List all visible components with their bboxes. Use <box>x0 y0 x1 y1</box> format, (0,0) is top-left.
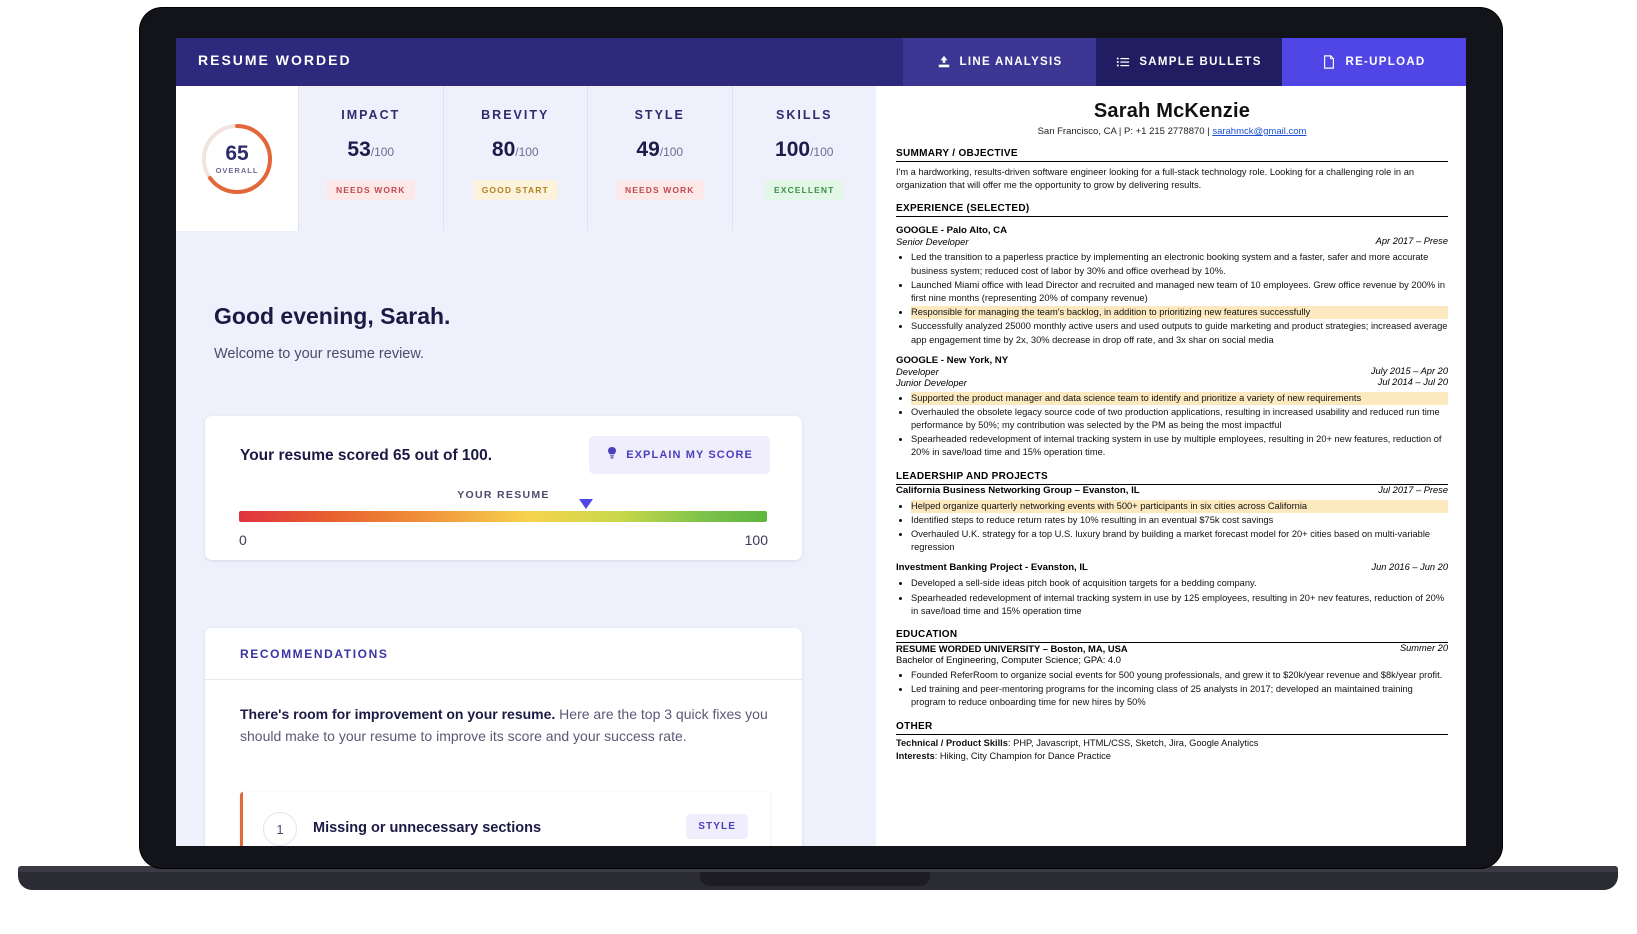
resume-section-other-title: OTHER <box>896 721 1448 735</box>
resume-bullet: • Developed a sell-side ideas pitch book of acquisition targets for a bedding company. <box>911 577 1448 590</box>
resume-bullet: • Launched Miami office with lead Director and recruited and managed new team of 10 employees. Grew office revenue by 200% in first nine months (representing 20% of company revenue) <box>911 279 1448 305</box>
score-axis-max: 100 <box>744 532 768 548</box>
resume-other-interests <box>896 751 1448 761</box>
score-value-style: 49/100 <box>636 138 684 161</box>
resume-project-2-header <box>896 562 1448 573</box>
score-name-impact: IMPACT <box>341 108 401 122</box>
resume-education-bullets <box>896 669 1448 710</box>
resume-job-1-title: Senior Developer <box>896 236 969 248</box>
resume-job-1-subheader <box>896 236 1448 247</box>
resume-bullet: • Overhauled the obsolete legacy source code of two production applications, resulting in increased usability and reduced run time performance by 50%; my contribution was selected by the PM as being the most impactful <box>911 406 1448 432</box>
resume-bullet: • Led the transition to a paperless practice by implementing an electronic booking system and a faster, safer and more accurate business system; reduced cost of labor by 30% and office overhead by 10%. <box>911 251 1448 277</box>
score-cell-brevity <box>443 86 588 231</box>
explain-my-score-button[interactable] <box>589 436 770 474</box>
resume-other-skills-label: Technical / Product Skills <box>896 737 1008 748</box>
resume-name: Sarah McKenzie <box>1093 100 1251 122</box>
score-value-impact: 53/100 <box>347 138 395 161</box>
resume-job-2-subheader <box>896 366 1448 377</box>
resume-job-2-company: GOOGLE - New York, NY <box>896 354 1009 366</box>
resume-education-school: RESUME WORDED UNIVERSITY – Boston, MA, USA <box>896 642 1128 654</box>
resume-job-2-title: Developer <box>896 365 939 377</box>
laptop-notch <box>700 872 930 886</box>
recommendations-card <box>205 628 802 846</box>
resume-job-2-bullets <box>896 392 1448 460</box>
resume-document <box>876 86 1466 761</box>
recommendations-intro-bold: There's room for improvement on your resume. <box>240 706 556 722</box>
tab-sample-bullets-label: SAMPLE BULLETS <box>1139 56 1262 68</box>
list-icon <box>1116 55 1130 69</box>
resume-bullet: • Spearheaded redevelopment of internal tracking system in use by 125 employees, resulting in 20+ nev features, reduction of 20% in save/load time and 15% operation time <box>911 592 1448 618</box>
score-cell-skills <box>732 86 877 231</box>
score-strip <box>176 86 876 231</box>
laptop-body <box>140 8 1502 868</box>
file-icon <box>1322 55 1336 69</box>
resume-job-2-subheader-2 <box>896 377 1448 388</box>
resume-bullet-highlighted[interactable]: • Supported the product manager and data science team to identify and prioritize a variety of new requirements <box>911 392 1448 405</box>
resume-section-education-title: EDUCATION <box>896 629 1448 643</box>
resume-job-2-title-2: Junior Developer <box>896 376 967 388</box>
resume-bullet-highlighted[interactable]: • Responsible for managing the team's backlog, in addition to prioritizing new features successfully <box>911 306 1448 319</box>
score-name-skills: SKILLS <box>776 108 833 122</box>
score-gradient-bar <box>239 511 767 522</box>
resume-bullet: • Identified steps to reduce return rates by 10% resulting in an eventual $75k cost savings <box>911 514 1448 527</box>
resume-section-summary-title: SUMMARY / OBJECTIVE <box>896 148 1448 162</box>
recommendations-header <box>205 628 802 680</box>
score-value-brevity: 80/100 <box>491 138 539 161</box>
tab-reupload-label: RE-UPLOAD <box>1345 56 1426 68</box>
resume-summary-text: I'm a hardworking, results-driven software engineer looking for a full-stack technology role. Looking for a challenging role in an organization that will offer me the opportunity to grow by delivering results. <box>896 167 1415 191</box>
resume-project-1-header <box>896 485 1448 496</box>
resume-project-2-bullets <box>896 577 1448 618</box>
left-panel <box>176 86 876 846</box>
resume-contact-text: San Francisco, CA | P: +1 215 2778870 | <box>1037 126 1213 137</box>
recommendations-intro-rest: Here are the top 3 quick fixes you should make to your resume to improve its score and your success rate. <box>240 706 768 744</box>
resume-bullet: • Successfully analyzed 25000 monthly active users and used outputs to guide marketing and product strategies; increased average app engagement time by 2x, 30% decrease in drop off rate, and 3x shar on social media <box>911 320 1448 346</box>
resume-other-skills-value: : PHP, Javascript, HTML/CSS, Sketch, Jira, Google Analytics <box>1007 737 1259 748</box>
score-badge-skills: EXCELLENT <box>765 180 843 200</box>
recommendations-intro <box>240 704 770 747</box>
tab-line-analysis-label: LINE ANALYSIS <box>959 56 1063 68</box>
score-badge-style: NEEDS WORK <box>616 180 704 200</box>
score-marker-arrow <box>579 499 593 509</box>
resume-job-1-company: GOOGLE - Palo Alto, CA <box>896 225 1008 237</box>
brand-logo: RESUME WORDED <box>198 52 352 68</box>
upload-analysis-icon <box>937 55 951 69</box>
resume-contact <box>896 126 1448 137</box>
recommendation-number: 1 <box>263 812 297 846</box>
resume-project-2-date: Jun 2016 – Jun 20 <box>1371 562 1448 573</box>
recommendation-title: Missing or unnecessary sections <box>313 820 542 836</box>
score-badge-impact: NEEDS WORK <box>327 180 415 200</box>
score-badge-brevity: GOOD START <box>473 180 558 200</box>
score-axis-min: 0 <box>239 532 247 548</box>
score-value-skills: 100/100 <box>775 138 834 161</box>
resume-preview-panel[interactable] <box>876 86 1466 846</box>
laptop-screen <box>176 38 1466 846</box>
resume-project-1-bullets <box>896 500 1448 555</box>
recommendation-tag: STYLE <box>686 814 748 839</box>
lightbulb-icon <box>606 446 618 465</box>
page-title: Good evening, Sarah. <box>214 303 451 329</box>
score-name-brevity: BREVITY <box>481 108 550 122</box>
resume-project-1-company: California Business Networking Group – Evanston, IL <box>896 484 1140 496</box>
resume-job-1-date: Apr 2017 – Prese <box>1375 236 1448 247</box>
resume-bullet: • Founded ReferRoom to organize social events for 500 young professionals, and grew it to $20k/year revenue and $8k/year profit. <box>911 669 1448 682</box>
resume-section-experience-title: EXPERIENCE (SELECTED) <box>896 203 1448 217</box>
resume-other-skills <box>896 738 1448 748</box>
overall-score-value: 65 <box>225 141 249 165</box>
recommendations-header-label: RECOMMENDATIONS <box>240 646 389 661</box>
explain-my-score-label: EXPLAIN MY SCORE <box>626 449 753 461</box>
resume-bullet: • Overhauled U.K. strategy for a top U.S. luxury brand by building a market forecast model for 20+ cities based on multi-variable regression <box>911 528 1448 554</box>
app-top-bar <box>176 38 1466 86</box>
score-cell-impact <box>298 86 443 231</box>
resume-bullet-highlighted[interactable]: • Helped organize quarterly networking events with 500+ participants in six cities across California <box>911 500 1448 513</box>
resume-education-header <box>896 643 1448 654</box>
overall-score-cell <box>176 86 298 231</box>
score-headline: Your resume scored 65 out of 100. <box>240 447 493 464</box>
resume-other-interests-label: Interests <box>896 750 935 761</box>
your-resume-marker-label: YOUR RESUME <box>457 489 550 501</box>
resume-project-2-company: Investment Banking Project - Evanston, IL <box>896 562 1088 574</box>
resume-other-interests-value: : Hiking, City Champion for Dance Practice <box>934 750 1111 761</box>
recommendation-item-1[interactable] <box>240 792 770 846</box>
tab-sample-bullets[interactable] <box>1096 38 1282 86</box>
resume-education-date: Summer 20 <box>1399 642 1448 653</box>
resume-job-2-date: July 2015 – Apr 20 <box>1370 365 1448 376</box>
top-navigation <box>903 38 1466 86</box>
resume-project-1-date: Jul 2017 – Prese <box>1378 484 1448 495</box>
tab-reupload[interactable] <box>1282 38 1466 86</box>
resume-education-degree: Bachelor of Engineering, Computer Science; GPA: 4.0 <box>896 653 1121 665</box>
page-subtitle: Welcome to your resume review. <box>214 346 425 362</box>
resume-bullet: • Spearheaded redevelopment of internal tracking system in use by multiple employees, resulting in 20+ new features, reduction of 20% in save/load time and 15% operation time. <box>911 433 1448 459</box>
resume-email-link[interactable]: sarahmck@gmail.com <box>1212 126 1307 137</box>
score-cell-style <box>587 86 732 231</box>
resume-section-leadership-title: LEADERSHIP AND PROJECTS <box>896 471 1448 485</box>
resume-job-1-header <box>896 225 1448 236</box>
score-name-style: STYLE <box>634 108 685 122</box>
overall-score-label: OVERALL <box>215 165 259 175</box>
resume-job-2-header <box>896 355 1448 366</box>
overall-score-ring <box>200 122 274 196</box>
resume-job-1-bullets <box>896 251 1448 346</box>
score-card <box>205 416 802 560</box>
resume-bullet: • Led training and peer-mentoring programs for the incoming class of 25 analysts in 2017; developed an maintained training program to reduce onboarding time for new hires by 50% <box>911 683 1448 709</box>
tab-line-analysis[interactable] <box>903 38 1096 86</box>
resume-job-2-date-2: Jul 2014 – Jul 20 <box>1377 376 1448 387</box>
